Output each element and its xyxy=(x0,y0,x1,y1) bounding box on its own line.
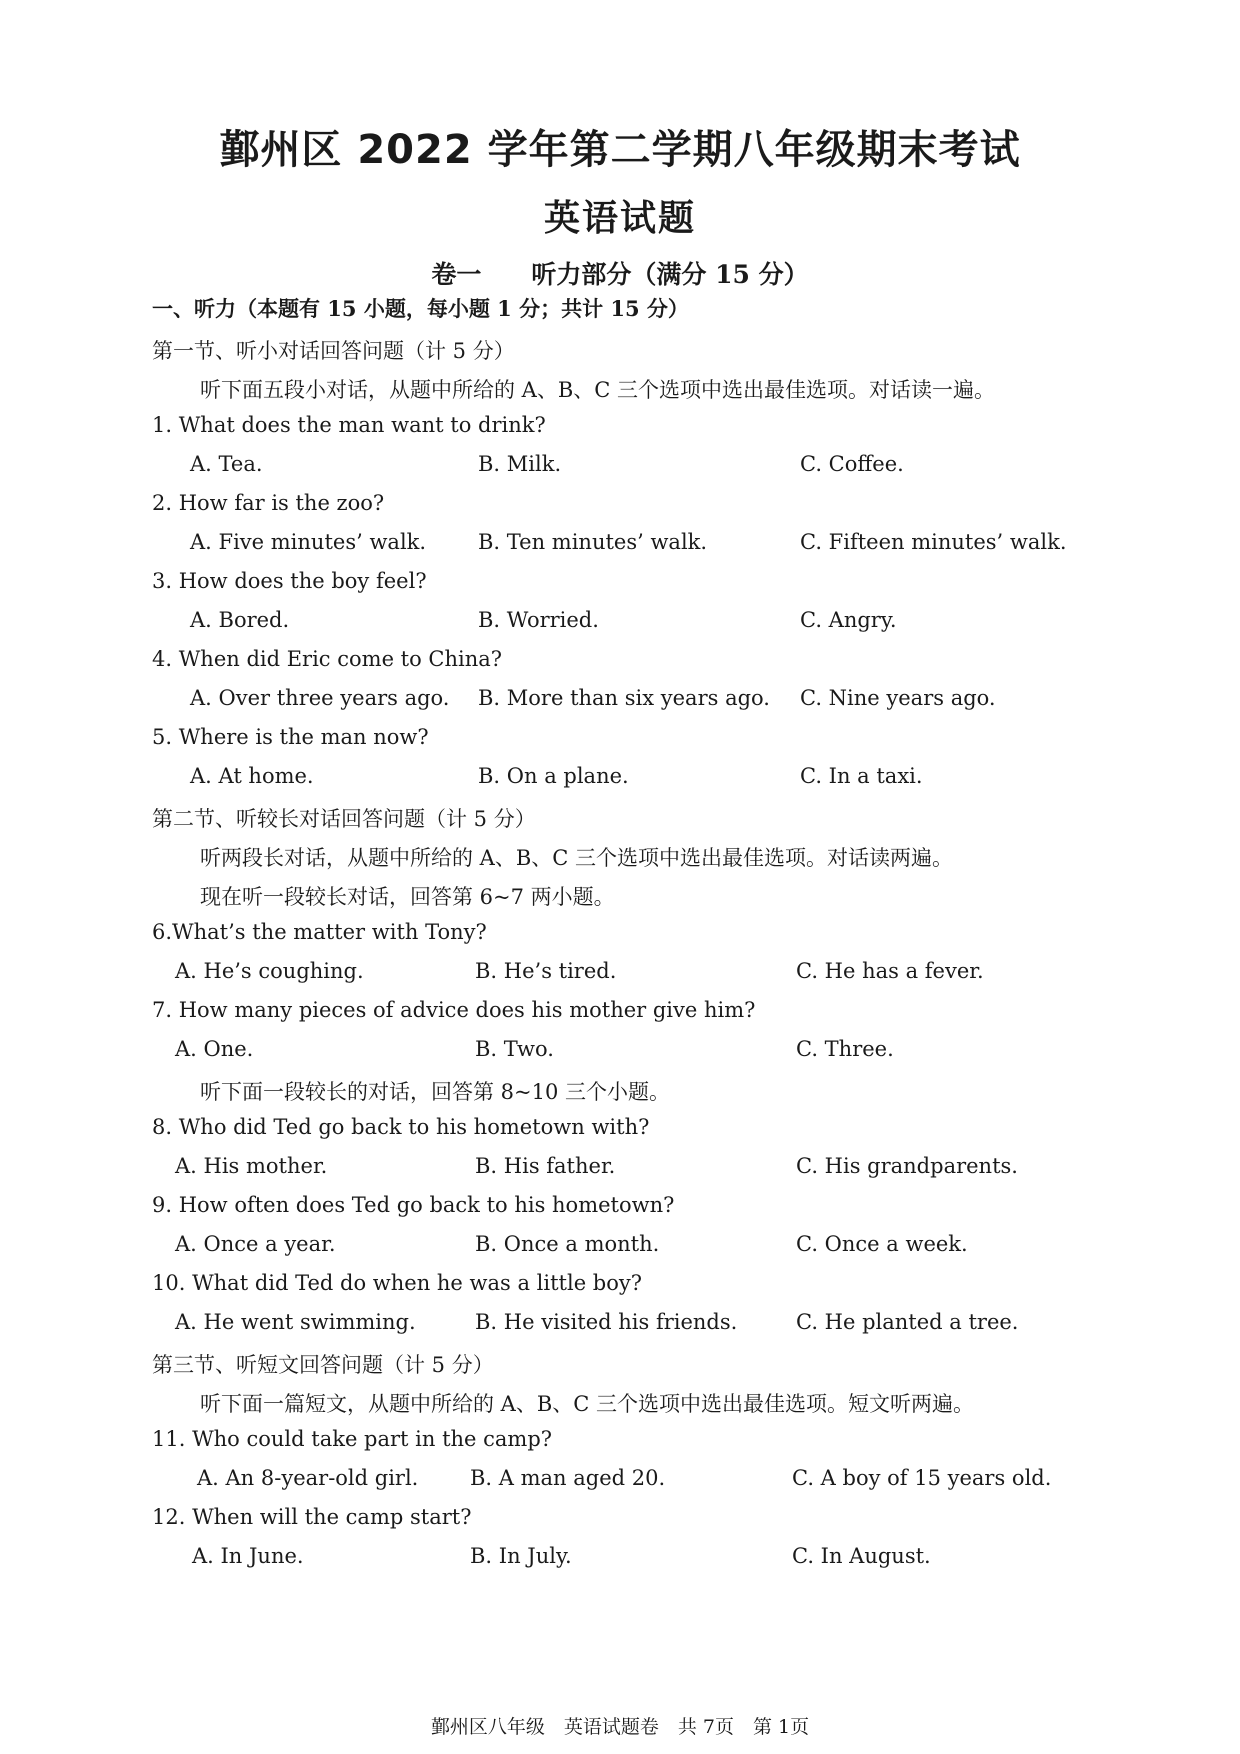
question-6-option-c: C. He has a fever. xyxy=(796,959,984,983)
exam-subtitle: 英语试题 xyxy=(543,198,696,239)
question-6: 6.What’s the matter with Tony? xyxy=(152,920,487,944)
question-6-option-a: A. He’s coughing. xyxy=(175,959,364,983)
question-2-option-c: C. Fifteen minutes’ walk. xyxy=(800,530,1067,554)
question-1-option-a: A. Tea. xyxy=(190,452,263,476)
question-4-option-a: A. Over three years ago. xyxy=(190,686,450,710)
section3-title: 第三节、听短文回答问题（计 5 分） xyxy=(152,1353,494,1377)
question-1-option-c: C. Coffee. xyxy=(800,452,904,476)
question-11-option-b: B. A man aged 20. xyxy=(470,1466,666,1490)
question-11: 11. Who could take part in the camp? xyxy=(152,1427,553,1451)
section2-sub-instruction-2: 听下面一段较长的对话，回答第 8~10 三个小题。 xyxy=(200,1080,671,1104)
question-8: 8. Who did Ted go back to his hometown with? xyxy=(152,1115,650,1139)
section3-instruction: 听下面一篇短文，从题中所给的 A、B、C 三个选项中选出最佳选项。短文听两遍。 xyxy=(200,1392,975,1416)
section2-instruction: 听两段长对话，从题中所给的 A、B、C 三个选项中选出最佳选项。对话读两遍。 xyxy=(200,846,954,870)
section1-title: 第一节、听小对话回答问题（计 5 分） xyxy=(152,339,515,363)
question-12-option-a: A. In June. xyxy=(192,1544,304,1568)
question-4: 4. When did Eric come to China? xyxy=(152,647,503,671)
question-9-option-c: C. Once a week. xyxy=(796,1232,968,1256)
question-3-option-c: C. Angry. xyxy=(800,608,897,632)
part-heading: 卷一 听力部分（满分 15 分） xyxy=(431,260,809,289)
question-11-option-a: A. An 8-year-old girl. xyxy=(197,1466,419,1490)
question-10-option-c: C. He planted a tree. xyxy=(796,1310,1019,1334)
question-3-option-a: A. Bored. xyxy=(190,608,290,632)
question-9-option-b: B. Once a month. xyxy=(475,1232,660,1256)
question-5-option-b: B. On a plane. xyxy=(478,764,629,788)
page-footer: 鄞州区八年级 英语试题卷 共 7页 第 1页 xyxy=(430,1716,810,1738)
exam-title: 鄞州区 2022 学年第二学期八年级期末考试 xyxy=(219,127,1021,173)
section1-instruction: 听下面五段小对话，从题中所给的 A、B、C 三个选项中选出最佳选项。对话读一遍。 xyxy=(200,378,996,402)
question-1: 1. What does the man want to drink? xyxy=(152,413,546,437)
question-9-option-a: A. Once a year. xyxy=(175,1232,336,1256)
question-9: 9. How often does Ted go back to his hometown? xyxy=(152,1193,675,1217)
section2-sub-instruction-1: 现在听一段较长对话，回答第 6~7 两小题。 xyxy=(200,885,615,909)
question-7-option-b: B. Two. xyxy=(475,1037,554,1061)
question-4-option-b: B. More than six years ago. xyxy=(478,686,770,710)
question-3-option-b: B. Worried. xyxy=(478,608,599,632)
listening-heading: 一、听力（本题有 15 小题，每小题 1 分；共计 15 分） xyxy=(152,296,689,321)
question-10-option-b: B. He visited his friends. xyxy=(475,1310,738,1334)
question-7-option-a: A. One. xyxy=(175,1037,254,1061)
question-7: 7. How many pieces of advice does his mother give him? xyxy=(152,998,756,1022)
question-3: 3. How does the boy feel? xyxy=(152,569,427,593)
question-2-option-a: A. Five minutes’ walk. xyxy=(190,530,427,554)
question-5: 5. Where is the man now? xyxy=(152,725,429,749)
question-5-option-a: A. At home. xyxy=(190,764,314,788)
question-10-option-a: A. He went swimming. xyxy=(175,1310,416,1334)
question-2-option-b: B. Ten minutes’ walk. xyxy=(478,530,708,554)
question-4-option-c: C. Nine years ago. xyxy=(800,686,996,710)
question-12-option-b: B. In July. xyxy=(470,1544,572,1568)
section2-title: 第二节、听较长对话回答问题（计 5 分） xyxy=(152,807,536,831)
question-8-option-a: A. His mother. xyxy=(175,1154,328,1178)
question-1-option-b: B. Milk. xyxy=(478,452,562,476)
question-2: 2. How far is the zoo? xyxy=(152,491,385,515)
question-8-option-b: B. His father. xyxy=(475,1154,616,1178)
question-11-option-c: C. A boy of 15 years old. xyxy=(792,1466,1052,1490)
question-5-option-c: C. In a taxi. xyxy=(800,764,923,788)
question-10: 10. What did Ted do when he was a little boy? xyxy=(152,1271,643,1295)
question-7-option-c: C. Three. xyxy=(796,1037,894,1061)
question-8-option-c: C. His grandparents. xyxy=(796,1154,1018,1178)
question-12: 12. When will the camp start? xyxy=(152,1505,472,1529)
question-6-option-b: B. He’s tired. xyxy=(475,959,617,983)
question-12-option-c: C. In August. xyxy=(792,1544,931,1568)
